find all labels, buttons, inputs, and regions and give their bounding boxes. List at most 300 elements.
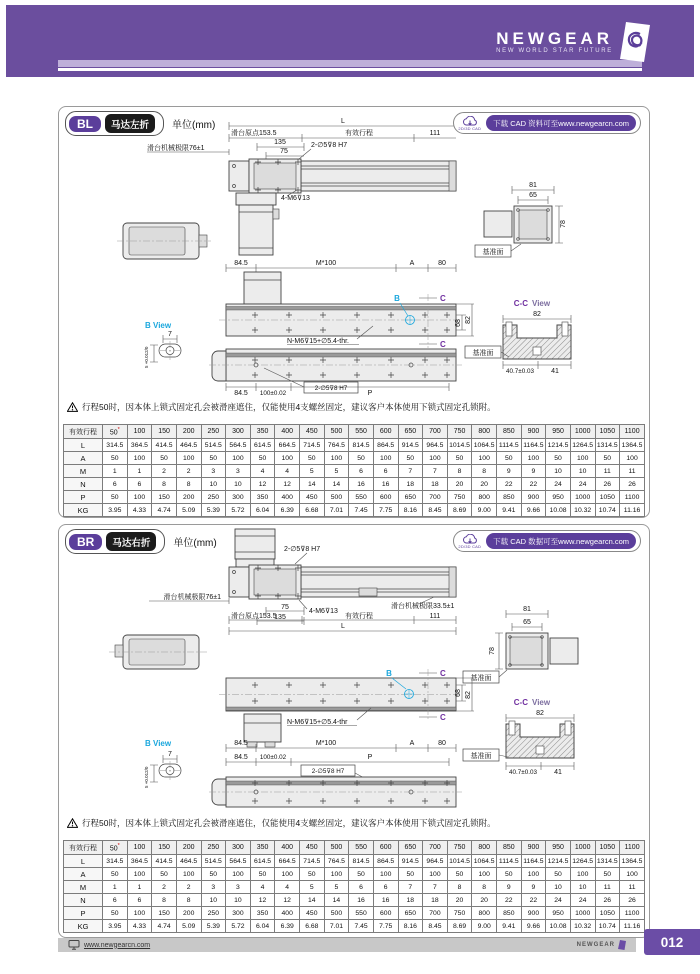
brand-logo-mark-icon bbox=[620, 22, 650, 62]
table-cell: 50 bbox=[201, 868, 226, 881]
table-cell: 100 bbox=[127, 491, 152, 504]
table-cell: 14 bbox=[300, 478, 325, 491]
table-cell: 50 bbox=[300, 452, 325, 465]
table-cell: 450 bbox=[300, 907, 325, 920]
table-row bbox=[64, 855, 645, 868]
table-cell: 950 bbox=[546, 491, 571, 504]
table-cell: 5 bbox=[324, 881, 349, 894]
dim-label: 2-∅5⊽8 H7 bbox=[311, 768, 345, 775]
table-cell: 850 bbox=[497, 491, 522, 504]
stroke-col-header: 850 bbox=[497, 425, 522, 439]
table-cell: 464.5 bbox=[176, 439, 201, 452]
cc-view-title: C-C bbox=[513, 698, 528, 707]
row-header: KG bbox=[64, 504, 103, 517]
stroke-col-header: 350 bbox=[250, 425, 275, 439]
table-cell: 1264.5 bbox=[570, 855, 595, 868]
table-cell: 100 bbox=[324, 452, 349, 465]
table-cell: 1000 bbox=[570, 907, 595, 920]
table-cell: 1164.5 bbox=[521, 855, 546, 868]
table-cell: 1364.5 bbox=[620, 855, 645, 868]
table-cell: 50 bbox=[103, 868, 128, 881]
datum-label: 基准面 bbox=[472, 350, 494, 357]
table-cell: 700 bbox=[423, 907, 448, 920]
stroke-col-header: 550 bbox=[349, 425, 374, 439]
table-cell: 100 bbox=[472, 452, 497, 465]
model-badge bbox=[65, 111, 164, 136]
dim-label: L bbox=[341, 118, 345, 125]
table-cell: 1100 bbox=[620, 491, 645, 504]
table-cell: 100 bbox=[423, 868, 448, 881]
table-cell: 400 bbox=[275, 907, 300, 920]
datum-label: 基准面 bbox=[470, 675, 492, 682]
dim-label: 81 bbox=[523, 606, 531, 613]
stroke-col-header: 300 bbox=[226, 841, 251, 855]
stroke-col-header: 150 bbox=[152, 841, 177, 855]
table-cell: 100 bbox=[127, 868, 152, 881]
table-cell: 10 bbox=[201, 894, 226, 907]
dim-label: 2-∅5⊽8 H7 bbox=[284, 546, 321, 553]
table-cell: 5.39 bbox=[201, 920, 226, 933]
table-cell: 9.41 bbox=[497, 920, 522, 933]
table-cell: 764.5 bbox=[324, 855, 349, 868]
brand-name: NEWGEAR bbox=[496, 29, 613, 48]
header-banner bbox=[6, 5, 694, 77]
dim-label: M*100 bbox=[315, 740, 337, 747]
table-cell: 814.5 bbox=[349, 439, 374, 452]
table-cell: 950 bbox=[546, 907, 571, 920]
bl-cc-view bbox=[465, 299, 571, 375]
table-cell: 10.32 bbox=[570, 504, 595, 517]
table-cell: 8.45 bbox=[423, 504, 448, 517]
table-cell: 50 bbox=[103, 452, 128, 465]
table-cell: 9.00 bbox=[472, 920, 497, 933]
table-row bbox=[64, 907, 645, 920]
table-cell: 1064.5 bbox=[472, 439, 497, 452]
cad-download-button[interactable] bbox=[453, 530, 641, 552]
table-cell: 150 bbox=[152, 907, 177, 920]
table-cell: 5.39 bbox=[201, 504, 226, 517]
table-cell: 750 bbox=[447, 491, 472, 504]
table-cell: 7 bbox=[423, 465, 448, 478]
dim-label: 68 bbox=[455, 319, 462, 327]
model-title-badge: 马达左折 bbox=[105, 114, 155, 133]
bl-b-view bbox=[144, 321, 181, 368]
dim-label: 2-∅5⊽8 H7 bbox=[314, 385, 348, 392]
table-cell: 814.5 bbox=[349, 855, 374, 868]
dim-label: 78 bbox=[489, 647, 496, 655]
stroke-col-header: 600 bbox=[373, 425, 398, 439]
table-cell: 5.09 bbox=[176, 920, 201, 933]
unit-label: 单位(mm) bbox=[173, 538, 217, 549]
dim-label: 7 bbox=[168, 331, 172, 338]
table-cell: 10 bbox=[570, 881, 595, 894]
section-bl bbox=[58, 106, 650, 518]
table-cell: 550 bbox=[349, 491, 374, 504]
table-cell: 10 bbox=[546, 881, 571, 894]
stroke-col-header: 50* bbox=[103, 841, 128, 855]
table-cell: 100 bbox=[423, 452, 448, 465]
stroke-col-header: 200 bbox=[176, 841, 201, 855]
table-cell: 600 bbox=[373, 907, 398, 920]
stroke-col-header: 950 bbox=[546, 841, 571, 855]
table-cell: 26 bbox=[595, 894, 620, 907]
table-cell: 10 bbox=[201, 478, 226, 491]
table-cell: 8 bbox=[472, 465, 497, 478]
table-cell: 24 bbox=[570, 894, 595, 907]
table-cell: 664.5 bbox=[275, 855, 300, 868]
stroke-col-header: 250 bbox=[201, 425, 226, 439]
stroke-col-header: 450 bbox=[300, 425, 325, 439]
table-cell: 1014.5 bbox=[447, 855, 472, 868]
table-cell: 1114.5 bbox=[497, 855, 522, 868]
table-cell: 1314.5 bbox=[595, 439, 620, 452]
cad-download-link[interactable]: 下载 CAD 数据可至www.newgearcn.com bbox=[486, 533, 636, 549]
table-cell: 50 bbox=[497, 452, 522, 465]
table-cell: 8 bbox=[447, 881, 472, 894]
table-cell: 500 bbox=[324, 907, 349, 920]
dim-label: 82 bbox=[465, 316, 472, 324]
cad-download-link[interactable]: 下载 CAD 资料可至www.newgearcn.com bbox=[486, 115, 636, 131]
warning-text: 行程50时，因本体上锁式固定孔会被滑座遮住，仅能使用4支螺丝固定，建议客户本体使用下锁式固定孔锁附。 bbox=[82, 402, 496, 412]
table-cell: 1214.5 bbox=[546, 855, 571, 868]
table-cell: 10.74 bbox=[595, 920, 620, 933]
table-cell: 6 bbox=[127, 478, 152, 491]
dim-label: 41 bbox=[551, 368, 559, 375]
dim-label: 41 bbox=[554, 769, 562, 776]
section-br-header bbox=[65, 529, 217, 554]
table-cell: 7 bbox=[423, 881, 448, 894]
dim-label: P bbox=[367, 754, 373, 761]
table-cell: 900 bbox=[521, 907, 546, 920]
table-cell: 50 bbox=[447, 868, 472, 881]
table-cell: 50 bbox=[250, 868, 275, 881]
table-cell: 964.5 bbox=[423, 439, 448, 452]
stroke-col-header: 600 bbox=[373, 841, 398, 855]
table-cell: 5 bbox=[324, 465, 349, 478]
row-header: P bbox=[64, 491, 103, 504]
table-cell: 10 bbox=[226, 478, 251, 491]
table-cell: 614.5 bbox=[250, 855, 275, 868]
cad-download-button[interactable] bbox=[453, 112, 641, 134]
table-cell: 12 bbox=[250, 478, 275, 491]
dim-label: 有效行程 bbox=[345, 130, 373, 137]
table-cell: 20 bbox=[447, 478, 472, 491]
table-cell: 4.33 bbox=[127, 920, 152, 933]
stroke-col-header: 1050 bbox=[595, 841, 620, 855]
page-number-badge: 012 bbox=[644, 929, 700, 955]
stroke-col-header: 900 bbox=[521, 425, 546, 439]
table-row bbox=[64, 920, 645, 933]
table-cell: 11 bbox=[595, 881, 620, 894]
stroke-col-header: 400 bbox=[275, 425, 300, 439]
datum-label: 基准面 bbox=[482, 249, 504, 256]
table-cell: 6 bbox=[127, 894, 152, 907]
table-cell: 9 bbox=[521, 465, 546, 478]
table-cell: 9 bbox=[497, 881, 522, 894]
table-cell: 250 bbox=[201, 491, 226, 504]
table-cell: 18 bbox=[423, 894, 448, 907]
table-cell: 4 bbox=[275, 465, 300, 478]
table-cell: 18 bbox=[423, 478, 448, 491]
table-cell: 10.32 bbox=[570, 920, 595, 933]
stroke-warning bbox=[67, 817, 641, 829]
table-cell: 314.5 bbox=[103, 439, 128, 452]
table-cell: 18 bbox=[398, 478, 423, 491]
table-cell: 8.16 bbox=[398, 920, 423, 933]
table-cell: 1 bbox=[103, 465, 128, 478]
table-cell: 50 bbox=[152, 868, 177, 881]
table-cell: 100 bbox=[226, 452, 251, 465]
table-cell: 100 bbox=[324, 868, 349, 881]
stroke-col-header: 850 bbox=[497, 841, 522, 855]
dim-label: N-M6⊽15+∅5.4-thr bbox=[287, 719, 348, 726]
dim-label: 82 bbox=[536, 710, 544, 717]
dim-label: 81 bbox=[529, 182, 537, 189]
table-cell: 11 bbox=[620, 465, 645, 478]
table-cell: 50 bbox=[546, 452, 571, 465]
table-cell: 714.5 bbox=[300, 439, 325, 452]
table-cell: 6 bbox=[373, 465, 398, 478]
table-cell: 10.74 bbox=[595, 504, 620, 517]
stroke-col-header: 950 bbox=[546, 425, 571, 439]
table-cell: 50 bbox=[349, 452, 374, 465]
dim-label: 135 bbox=[274, 139, 286, 146]
table-cell: 10 bbox=[226, 894, 251, 907]
table-cell: 7.01 bbox=[324, 920, 349, 933]
br-dimension-table bbox=[63, 840, 645, 933]
table-cell: 1114.5 bbox=[497, 439, 522, 452]
cloud-icon bbox=[461, 534, 479, 545]
table-cell: 1100 bbox=[620, 907, 645, 920]
table-cell: 9 bbox=[497, 465, 522, 478]
row-header: A bbox=[64, 452, 103, 465]
table-cell: 6 bbox=[373, 881, 398, 894]
table-cell: 100 bbox=[570, 452, 595, 465]
bl-bottom-view bbox=[209, 349, 462, 397]
table-cell: 600 bbox=[373, 491, 398, 504]
table-row bbox=[64, 465, 645, 478]
section-b-label: B bbox=[394, 294, 400, 303]
table-cell: 8 bbox=[152, 478, 177, 491]
stroke-col-header: 500 bbox=[324, 425, 349, 439]
table-cell: 6.04 bbox=[250, 504, 275, 517]
table-cell: 100 bbox=[176, 452, 201, 465]
table-cell: 100 bbox=[620, 868, 645, 881]
table-cell: 26 bbox=[620, 894, 645, 907]
table-cell: 4.74 bbox=[152, 504, 177, 517]
section-c-label: C bbox=[440, 294, 446, 303]
row-header: M bbox=[64, 465, 103, 478]
dim-label: 82 bbox=[533, 311, 541, 318]
dim-label: 82 bbox=[465, 691, 472, 699]
table-cell: 8 bbox=[176, 894, 201, 907]
table-cell: 50 bbox=[300, 868, 325, 881]
dim-label: 80 bbox=[438, 740, 446, 747]
table-cell: 8.45 bbox=[423, 920, 448, 933]
row-header: N bbox=[64, 894, 103, 907]
bl-side-view bbox=[117, 118, 456, 259]
table-cell: 16 bbox=[373, 894, 398, 907]
table-cell: 3 bbox=[226, 465, 251, 478]
dim-label: 2-∅5⊽8 H7 bbox=[311, 142, 348, 149]
section-bl-header bbox=[65, 111, 215, 136]
b-view-title: B View bbox=[145, 321, 172, 330]
row-header: L bbox=[64, 439, 103, 452]
table-cell: 2 bbox=[176, 465, 201, 478]
table-cell: 50 bbox=[349, 868, 374, 881]
table-cell: 16 bbox=[349, 894, 374, 907]
table-cell: 20 bbox=[472, 478, 497, 491]
table-cell: 5.72 bbox=[226, 504, 251, 517]
table-cell: 100 bbox=[620, 452, 645, 465]
table-cell: 1 bbox=[127, 881, 152, 894]
dim-label: 84.5 bbox=[234, 754, 248, 761]
bl-technical-drawing bbox=[59, 116, 649, 402]
table-cell: 7.75 bbox=[373, 504, 398, 517]
cad-icon-label: 2D/3D CAD bbox=[458, 125, 482, 131]
stroke-col-header: 250 bbox=[201, 841, 226, 855]
dim-label: 84.5 bbox=[234, 260, 248, 267]
table-cell: 664.5 bbox=[275, 439, 300, 452]
table-cell: 7 bbox=[398, 465, 423, 478]
cc-view-title: C-C bbox=[513, 299, 528, 308]
stroke-col-header: 400 bbox=[275, 841, 300, 855]
dim-label: N-M6⊽15+∅5.4-thr. bbox=[287, 338, 349, 345]
table-cell: 14 bbox=[300, 894, 325, 907]
table-cell: 914.5 bbox=[398, 439, 423, 452]
table-cell: 22 bbox=[497, 478, 522, 491]
table-cell: 10.08 bbox=[546, 920, 571, 933]
table-cell: 350 bbox=[250, 491, 275, 504]
table-cell: 6.39 bbox=[275, 504, 300, 517]
row-header: A bbox=[64, 868, 103, 881]
br-end-view bbox=[463, 606, 578, 683]
table-cell: 100 bbox=[373, 452, 398, 465]
cloud-icon bbox=[461, 116, 479, 127]
table-cell: 3.95 bbox=[103, 920, 128, 933]
dim-label: 84.5 bbox=[234, 740, 248, 747]
table-cell: 100 bbox=[275, 868, 300, 881]
row-header: M bbox=[64, 881, 103, 894]
table-cell: 100 bbox=[472, 868, 497, 881]
b-view-title: B View bbox=[145, 739, 172, 748]
dim-label: 135 bbox=[274, 614, 286, 621]
table-cell: 11 bbox=[595, 465, 620, 478]
table-cell: 564.5 bbox=[226, 855, 251, 868]
table-cell: 1164.5 bbox=[521, 439, 546, 452]
table-cell: 1014.5 bbox=[447, 439, 472, 452]
row-header: L bbox=[64, 855, 103, 868]
table-cell: 614.5 bbox=[250, 439, 275, 452]
table-cell: 1000 bbox=[570, 491, 595, 504]
dim-label: 5 +0.012/0 bbox=[144, 346, 149, 368]
banner-stripe-highlight bbox=[58, 68, 642, 71]
table-cell: 550 bbox=[349, 907, 374, 920]
table-cell: 22 bbox=[521, 894, 546, 907]
dim-label: 80 bbox=[438, 260, 446, 267]
table-cell: 500 bbox=[324, 491, 349, 504]
table-cell: 200 bbox=[176, 907, 201, 920]
table-cell: 8 bbox=[152, 894, 177, 907]
table-cell: 7.75 bbox=[373, 920, 398, 933]
table-cell: 100 bbox=[127, 907, 152, 920]
table-cell: 12 bbox=[250, 894, 275, 907]
table-cell: 9.66 bbox=[521, 504, 546, 517]
table-cell: 50 bbox=[103, 907, 128, 920]
table-cell: 300 bbox=[226, 907, 251, 920]
stroke-col-header: 100 bbox=[127, 841, 152, 855]
table-cell: 8.69 bbox=[447, 920, 472, 933]
dim-label: 75 bbox=[280, 148, 288, 155]
table-cell: 50 bbox=[398, 452, 423, 465]
dim-label: 68 bbox=[455, 689, 462, 697]
table-cell: 300 bbox=[226, 491, 251, 504]
table-cell: 9.00 bbox=[472, 504, 497, 517]
stroke-col-header: 700 bbox=[423, 841, 448, 855]
stroke-col-header: 200 bbox=[176, 425, 201, 439]
dim-label: A bbox=[409, 260, 415, 267]
table-cell: 464.5 bbox=[176, 855, 201, 868]
dim-label: 滑台机械极限76±1 bbox=[163, 594, 221, 601]
table-cell: 18 bbox=[398, 894, 423, 907]
table-cell: 50 bbox=[103, 491, 128, 504]
table-row bbox=[64, 478, 645, 491]
table-cell: 7 bbox=[398, 881, 423, 894]
stroke-col-header: 50* bbox=[103, 425, 128, 439]
table-cell: 24 bbox=[570, 478, 595, 491]
stroke-col-header: 750 bbox=[447, 841, 472, 855]
dim-label: 滑台机械极限76±1 bbox=[147, 145, 205, 152]
table-header-row bbox=[64, 841, 645, 855]
table-cell: 764.5 bbox=[324, 439, 349, 452]
footer-brand: NEWGEAR bbox=[576, 942, 615, 948]
row-header: P bbox=[64, 907, 103, 920]
brand-tagline: NEW WORLD STAR FUTURE bbox=[496, 48, 613, 54]
table-cell: 3 bbox=[226, 881, 251, 894]
table-cell: 4 bbox=[275, 881, 300, 894]
bl-end-view bbox=[475, 182, 567, 257]
dim-label: P bbox=[367, 390, 373, 397]
table-cell: 50 bbox=[152, 452, 177, 465]
table-cell: 6.68 bbox=[300, 504, 325, 517]
stroke-col-header: 350 bbox=[250, 841, 275, 855]
table-corner-header: 有效行程 bbox=[64, 841, 103, 855]
table-cell: 250 bbox=[201, 907, 226, 920]
cc-view-title-word: View bbox=[532, 299, 551, 308]
table-cell: 12 bbox=[275, 894, 300, 907]
dim-label: 40.7±0.03 bbox=[509, 769, 537, 776]
dim-label: 40.7±0.03 bbox=[506, 368, 534, 375]
section-br bbox=[58, 524, 650, 938]
table-cell: 50 bbox=[497, 868, 522, 881]
table-cell: 700 bbox=[423, 491, 448, 504]
table-cell: 800 bbox=[472, 907, 497, 920]
table-cell: 100 bbox=[275, 452, 300, 465]
table-row bbox=[64, 452, 645, 465]
footer-brand-mark-icon bbox=[618, 940, 626, 950]
table-cell: 2 bbox=[176, 881, 201, 894]
table-cell: 8 bbox=[472, 881, 497, 894]
dim-label: 滑台原点153.5 bbox=[231, 613, 277, 620]
dim-label: 100±0.02 bbox=[259, 390, 287, 397]
table-cell: 14 bbox=[324, 478, 349, 491]
stroke-col-header: 800 bbox=[472, 841, 497, 855]
table-cell: 22 bbox=[521, 478, 546, 491]
table-cell: 1264.5 bbox=[570, 439, 595, 452]
table-cell: 12 bbox=[275, 478, 300, 491]
dim-label: M*100 bbox=[315, 260, 337, 267]
footer-website-link[interactable]: www.newgearcn.com bbox=[84, 941, 151, 949]
